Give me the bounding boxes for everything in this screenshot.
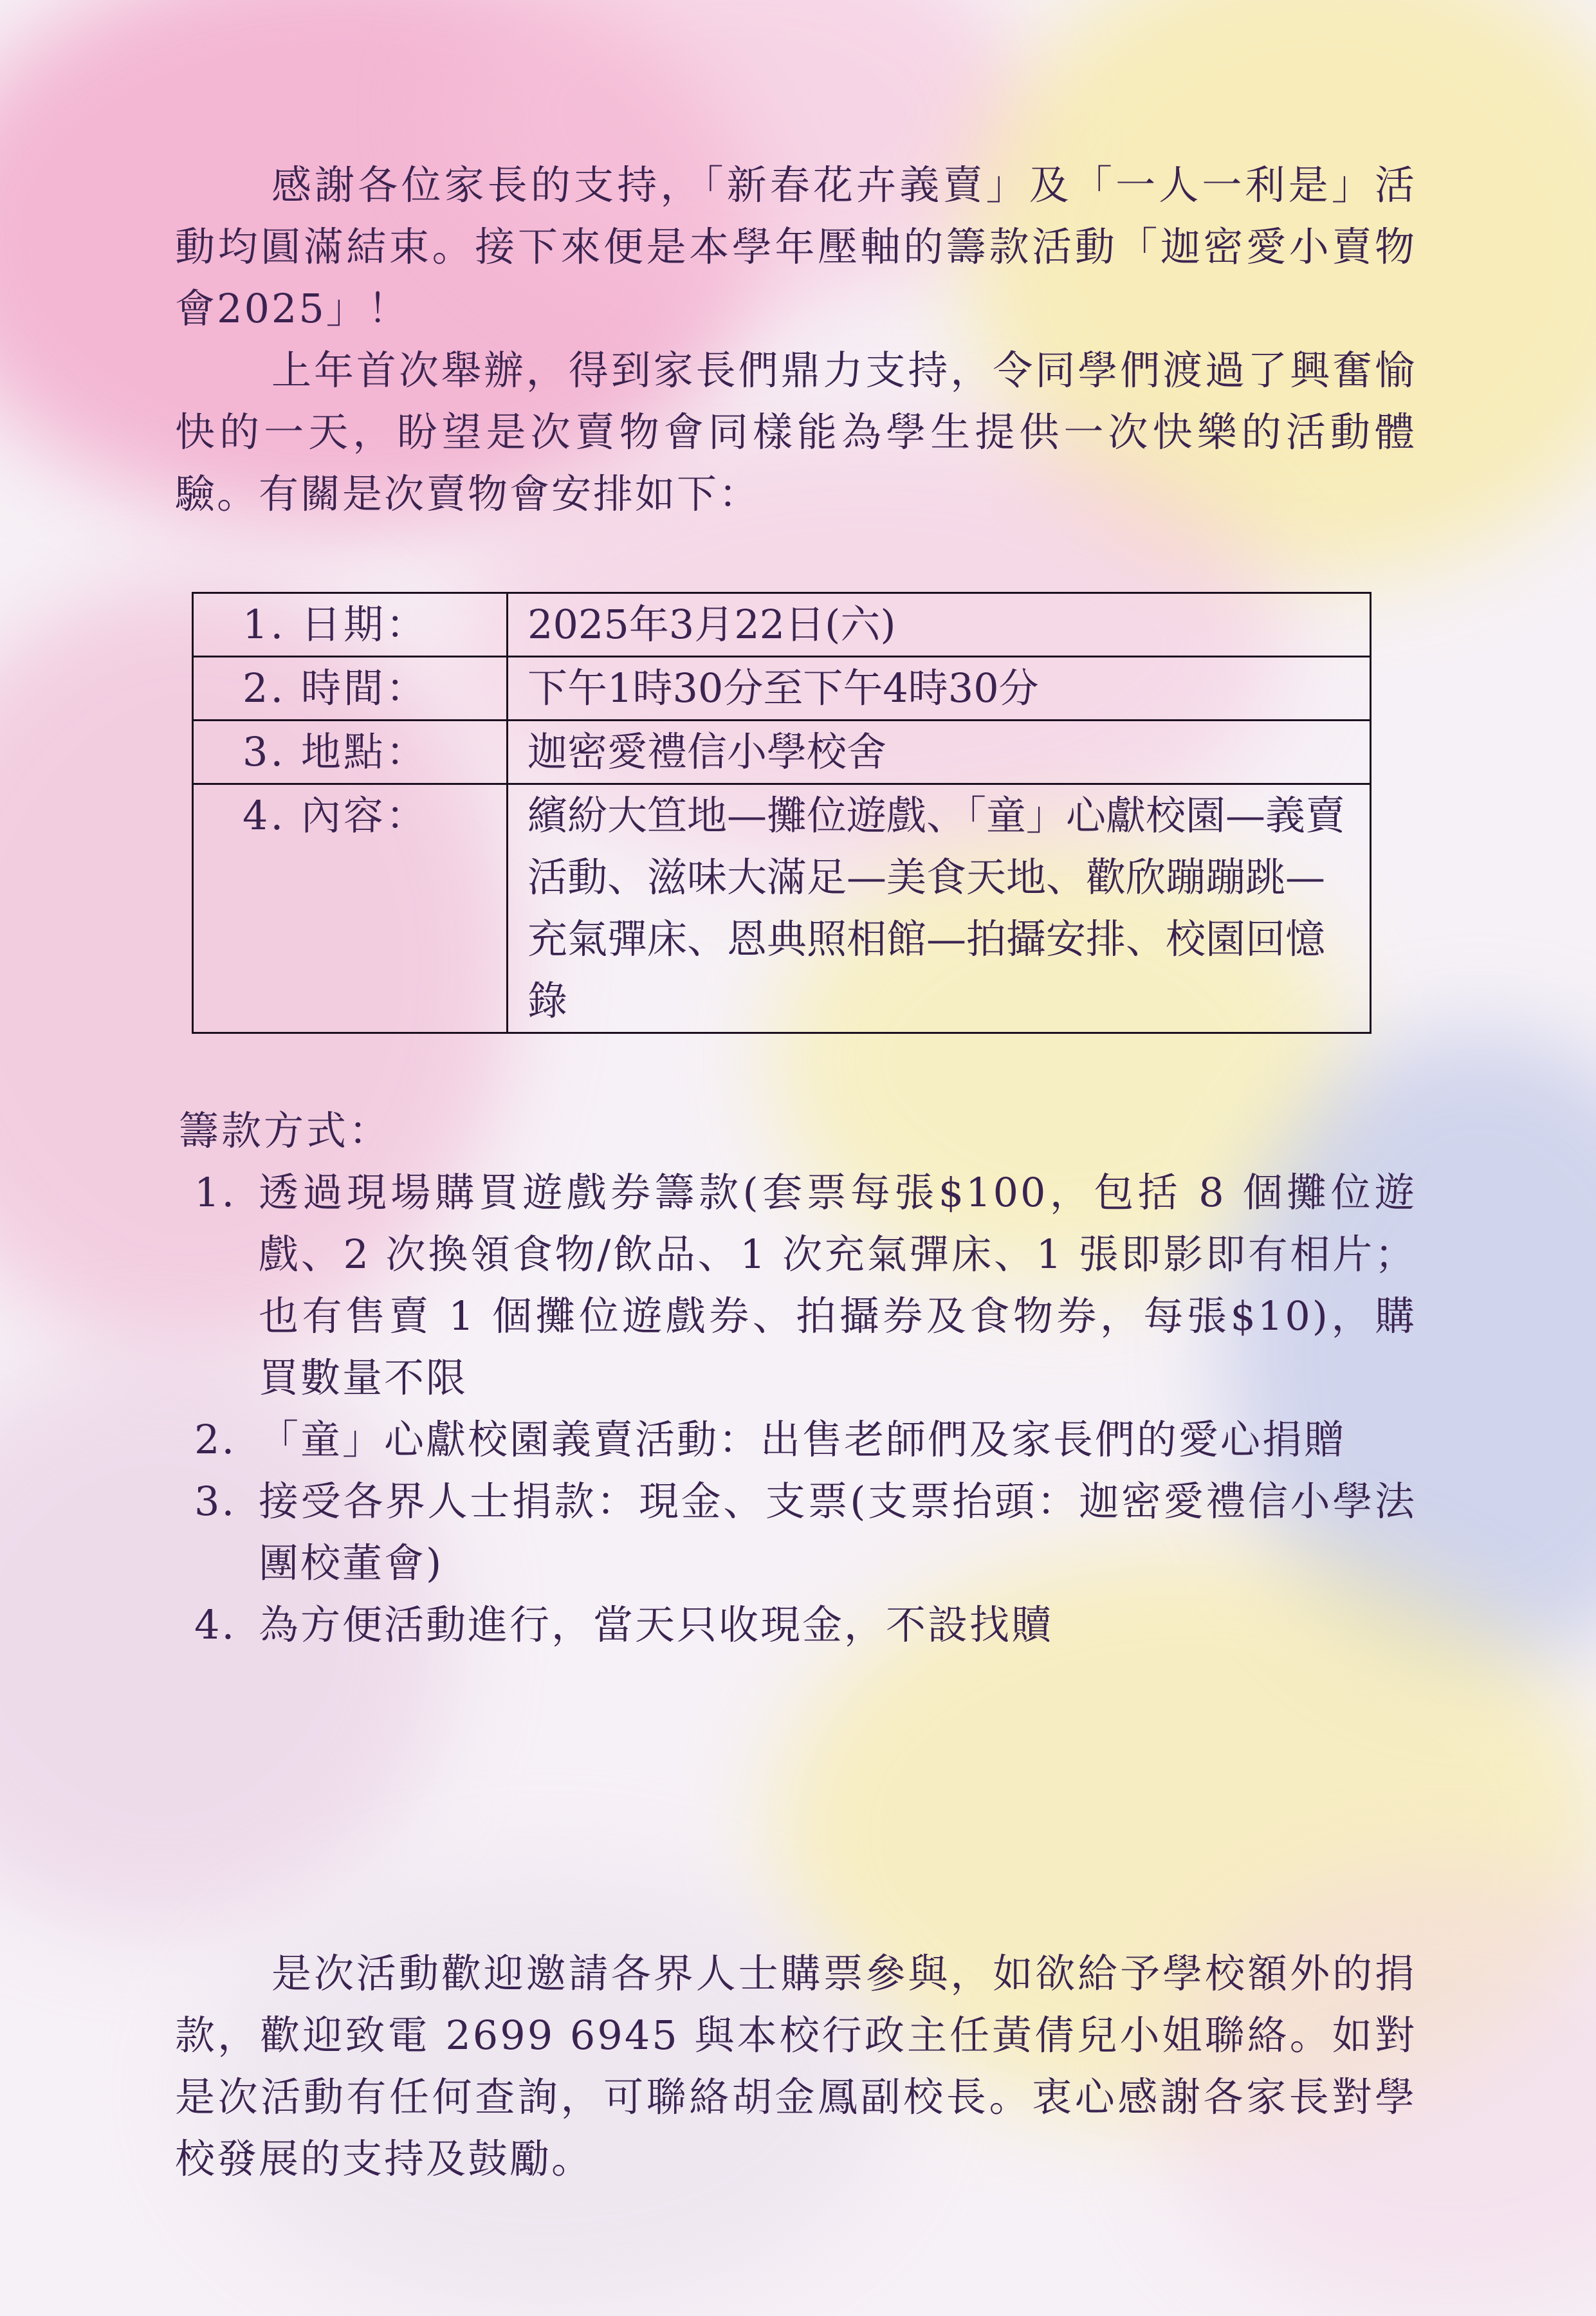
table-row — [193, 784, 1371, 1033]
intro-paragraph-2: 上年首次舉辦，得到家長們鼎力支持，令同學們渡過了興奮愉快的一天，盼望是次賣物會同樣能為學生提供一次快樂的活動體驗。有關是次賣物會安排如下： — [175, 347, 1417, 517]
notice-content — [175, 154, 1417, 2182]
intro-paragraph-1: 感謝各位家長的支持，「新春花卉義賣」及「一人一利是」活動均圓滿結束。接下來便是本學年壓軸的籌款活動「迦密愛小賣物會2025」！ — [175, 161, 1417, 332]
table-row — [193, 593, 1371, 657]
list-item-text: 「童」心獻校園義賣活動：出售老師們及家長們的愛心捐贈 — [259, 1416, 1346, 1463]
list-item — [175, 1162, 1417, 1409]
schedule-value-venue: 迦密愛禮信小學校舍 — [508, 721, 1371, 784]
list-item-number: 3. — [194, 1478, 237, 1525]
closing-paragraph: 是次活動歡迎邀請各界人士購票參與，如欲給予學校額外的捐款，歡迎致電 2699 6945 與本校行政主任黃倩兒小姐聯絡。如對是次活動有任何查詢，可聯絡胡金鳳副校長。衷心感謝各家長對學校發展的支持及鼓勵。 — [175, 1950, 1417, 2182]
list-item — [175, 1471, 1417, 1594]
schedule-label-venue: 3. 地點： — [193, 721, 508, 784]
schedule-label-content: 4. 內容： — [193, 784, 508, 1033]
schedule-value-date: 2025年3月22日(六) — [508, 593, 1371, 657]
list-item-number: 1. — [194, 1169, 237, 1216]
schedule-label-date: 1. 日期： — [193, 593, 508, 657]
event-schedule-table — [192, 592, 1371, 1034]
table-row — [193, 657, 1371, 721]
fundraising-methods-list — [175, 1162, 1417, 1656]
schedule-value-time: 下午1時30分至下午4時30分 — [508, 657, 1371, 721]
list-item-number: 4. — [194, 1601, 237, 1648]
schedule-label-time: 2. 時間： — [193, 657, 508, 721]
list-item-text: 為方便活動進行，當天只收現金，不設找贖 — [259, 1601, 1054, 1648]
table-row — [193, 721, 1371, 784]
schedule-value-content: 繽紛大笪地—攤位遊戲、「童」心獻校園—義賣活動、滋味大滿足—美食天地、歡欣蹦蹦跳—充氣彈床、恩典照相館—拍攝安排、校園回憶錄 — [508, 784, 1371, 1033]
fundraising-title: 籌款方式： — [179, 1107, 392, 1154]
list-item — [175, 1409, 1417, 1471]
list-item-number: 2. — [194, 1416, 237, 1463]
list-item-text: 接受各界人士捐款：現金、支票(支票抬頭：迦密愛禮信小學法團校董會) — [259, 1478, 1417, 1586]
list-item — [175, 1594, 1417, 1656]
list-item-text: 透過現場購買遊戲券籌款(套票每張$100，包括 8 個攤位遊戲、2 次換領食物/飲品、1 次充氣彈床、1 張即影即有相片；也有售賣 1 個攤位遊戲券、拍攝券及食物券，每張$10)，購買數量不限 — [259, 1169, 1417, 1401]
